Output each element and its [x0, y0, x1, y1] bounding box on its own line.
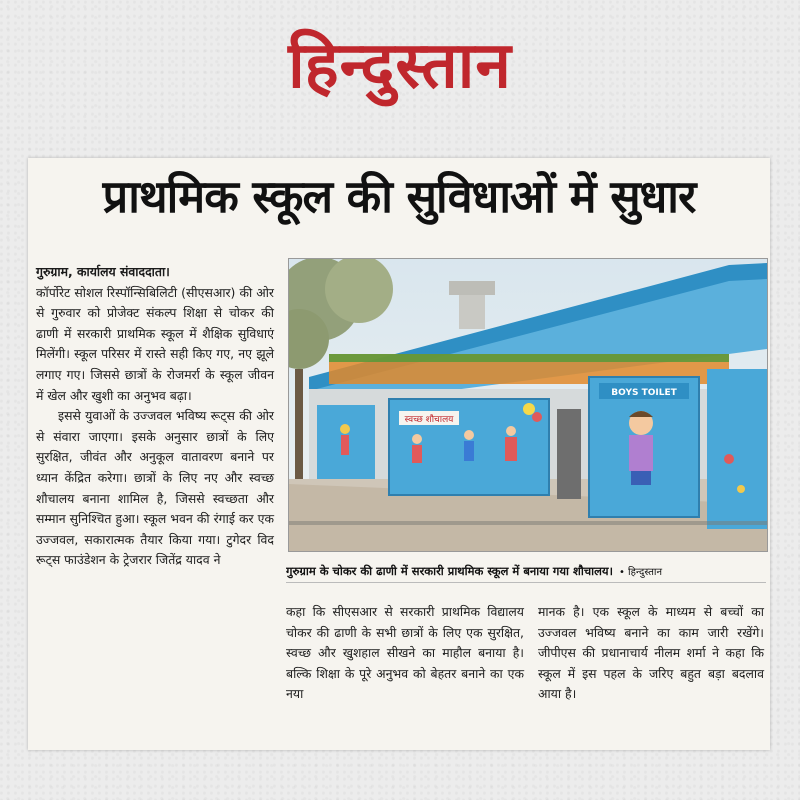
caption-text: गुरुग्राम के चोकर की ढाणी में सरकारी प्राथमिक स्कूल में बनाया गया शौचालय। [286, 564, 613, 578]
wall-sign-left: स्वच्छ शौचालय [404, 415, 454, 425]
headline: प्राथमिक स्कूल की सुविधाओं में सुधार [102, 170, 696, 223]
article-column-2 [286, 602, 524, 705]
masthead-logo: हिन्दुस्तान [288, 28, 512, 103]
dateline: गुरुग्राम, कार्यालय संवाददाता। [36, 264, 170, 279]
article-paragraph-1: कॉर्पोरेट सोशल रिस्पॉन्सिबिलिटी (सीएसआर) की ओर से गुरुवार को प्रोजेक्ट संकल्प शिक्षा से चोकर की ढाणी में सरकारी प्राथमिक स्कूल में शैक्षिक सुविधाएं मिलेंगी। स्कूल परिसर में रास्ते सही किए गए, नए झूले लगाए गए। जिससे छात्रों के रोजमर्रा के स्कूल जीवन में खेल और खुशी का अनुभव बढ़ा। [36, 284, 274, 403]
caption-credit: • हिन्दुस्तान [618, 567, 663, 578]
toilet-block-photo [289, 259, 767, 551]
photo-caption [286, 560, 766, 583]
news-photo [288, 258, 768, 552]
wall-sign-right: BOYS TOILET [611, 388, 677, 398]
article-column-1 [36, 262, 274, 571]
news-clipping [28, 158, 770, 750]
article-paragraph-4: मानक है। एक स्कूल के माध्यम से बच्चों का उज्जवल भविष्य बनाने का काम जारी रखेंगे। जीपीएस की प्रधानाचार्य नीलम शर्मा ने कहा कि स्कूल में इस पहल के जरिए बहुत बड़ा बदलाव आया है। [538, 604, 764, 702]
article-paragraph-3: कहा कि सीएसआर से सरकारी प्राथमिक विद्यालय चोकर की ढाणी के सभी छात्रों के लिए एक सुरक्षित, स्वच्छ और खुशहाल सीखने का माहौल बनाया है। बल्कि शिक्षा के पूरे अनुभव को बेहतर बनाने का एक नया [286, 604, 524, 702]
article-paragraph-2: इससे युवाओं के उज्जवल भविष्य रूट्स की ओर से संवारा जाएगा। इसके अनुसार छात्रों के लिए सुरक्षित, जीवंत और अनुकूल वातावरण बनाने पर ध्यान केंद्रित करेगा। छात्रों के लिए नए और स्वच्छ शौचालय बनाना शामिल है, जिससे स्वच्छता और सम्मान सुनिश्चित हुआ। स्कूल भवन की रंगाई कर एक उज्जवल, सकारात्मक तैयार किया गया। टुगेदर विद रूट्स फाउंडेशन के ट्रेजरार जितेंद्र यादव ने [36, 408, 274, 568]
article-column-3 [538, 602, 764, 705]
